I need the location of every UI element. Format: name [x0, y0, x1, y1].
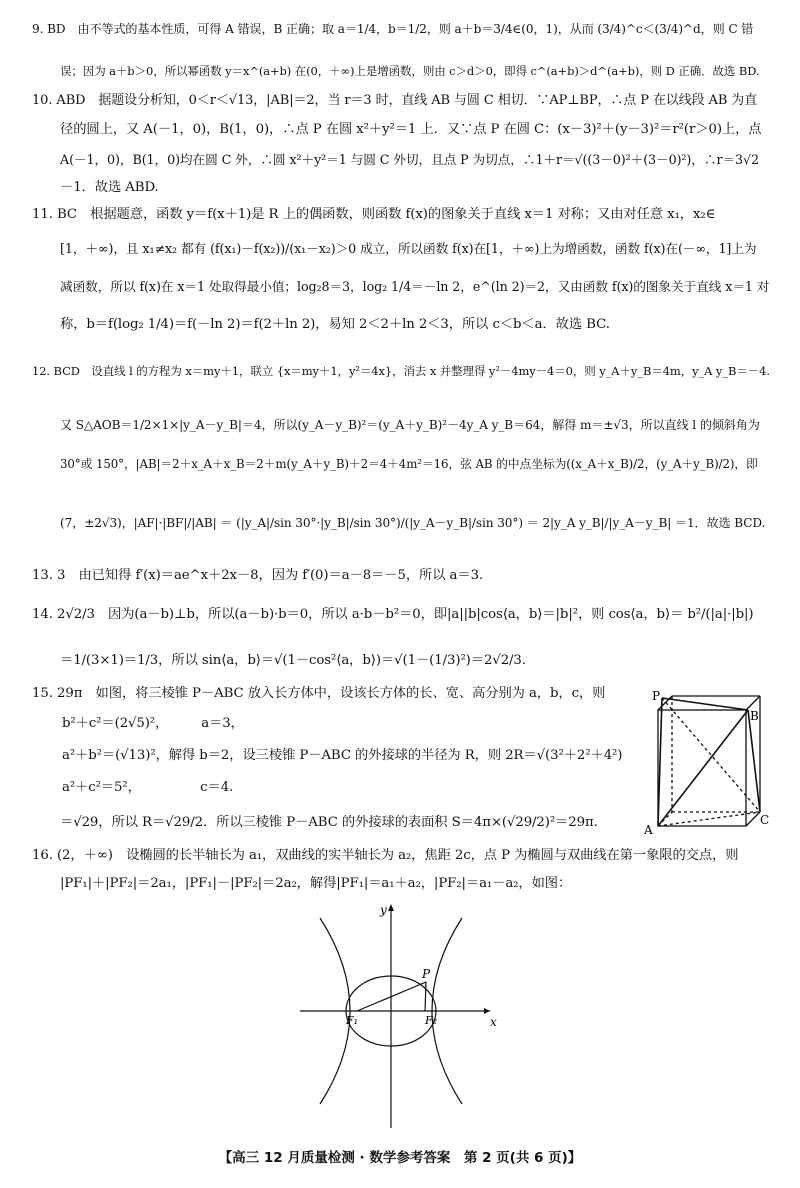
- point-b-label: B: [750, 709, 759, 723]
- text-line-p15d: a²＋c²＝5²， c＝4.: [62, 780, 234, 795]
- page-footer: 【高三 12 月质量检测 · 数学参考答案 第 2 页(共 6 页)】: [218, 1150, 582, 1166]
- text-line-p11b: [1，＋∞)，且 x₁≠x₂ 都有 (f(x₁)－f(x₂))/(x₁－x₂)＞0 成立，所以函数 f(x)在[1，＋∞)上为增函数，函数 f(x)在(－∞，1]上为: [60, 241, 757, 256]
- box-figure: [640, 688, 770, 838]
- point-a-label: A: [644, 823, 653, 837]
- text-line-p11d: 称，b＝f(log₂ 1/4)＝f(－ln 2)＝f(2＋ln 2)，易知 2＜2＋ln 2＜3，所以 c＜b＜a．故选 BC.: [60, 317, 610, 332]
- text-line-p9b: 误；因为 a＋b＞0，所以幂函数 y＝x^(a+b) 在(0，＋∞)上是增函数，则由 c＞d＞0，即得 c^(a+b)＞d^(a+b)，则 D 正确．故选 BD.: [60, 64, 760, 78]
- segment-pf2: [425, 982, 426, 1011]
- focus-f2-label: F₂: [425, 1014, 438, 1027]
- text-line-p12a: 12. BCD 设直线 l 的方程为 x＝my＋1，联立 {x＝my＋1，y²＝4x}，消去 x 并整理得 y²－4my－4＝0，则 y_A＋y_B＝4m，y_A y_B＝－4.: [32, 364, 770, 378]
- text-line-p12b: 又 S△AOB＝1/2×1×|y_A－y_B|＝4，所以(y_A－y_B)²＝(y_A＋y_B)²－4y_A y_B＝64，解得 m＝±√3，所以直线 l 的倾斜角为: [60, 418, 760, 432]
- text-line-p15e: ＝√29，所以 R＝√29/2．所以三棱锥 P－ABC 的外接球的表面积 S＝4π×(√29/2)²＝29π.: [60, 815, 598, 830]
- text-line-p11c: 减函数，所以 f(x)在 x＝1 处取得最小值；log₂8＝3，log₂ 1/4＝－ln 2，e^(ln 2)＝2，又由函数 f(x)的图象关于直线 x＝1 对: [60, 279, 770, 294]
- text-line-p9a: 9. BD 由不等式的基本性质，可得 A 错误，B 正确；取 a＝1/4，b＝1/2，则 a＋b＝3/4∈(0，1)，从而 (3/4)^c＜(3/4)^d，则 C 错: [32, 22, 754, 36]
- text-line-p12d: (7，±2√3)，|AF|·|BF|/|AB| ＝ (|y_A|/sin 30°·|y_B|/sin 30°)/(|y_A－y_B|/sin 30°) ＝ 2|y_A y_B|/|y_A－y_B| ＝1．故选 BCD.: [60, 516, 766, 530]
- text-line-p10b: 径的圆上，又 A(－1，0)，B(1，0)，∴点 P 在圆 x²＋y²＝1 上．又∵点 P 在圆 C：(x－3)²＋(y－3)²＝r²(r＞0)上，点: [60, 122, 762, 137]
- text-line-p15b: b²＋c²＝(2√5)²， a＝3，: [62, 716, 244, 731]
- edge-bc: [748, 710, 760, 812]
- y-axis-label: y: [380, 903, 387, 917]
- text-line-p10a: 10. ABD 据题设分析知，0＜r＜√13，|AB|＝2，当 r＝3 时，直线 AB 与圆 C 相切．∵AP⊥BP，∴点 P 在以线段 AB 为直: [32, 93, 758, 108]
- text-line-p16a: 16. (2，＋∞) 设椭圆的长半轴长为 a₁，双曲线的实半轴长为 a₂，焦距 2c，点 P 为椭圆与双曲线在第一象限的交点，则: [32, 848, 739, 863]
- conic-figure: [300, 900, 520, 1128]
- text-line-p14a: 14. 2√2/3 因为(a－b)⊥b，所以(a－b)·b＝0，所以 a·b－b²＝0，即|a||b|cos⟨a，b⟩＝|b|²，则 cos⟨a，b⟩＝ b²/(|a|·|b|): [32, 607, 754, 622]
- edge-pc: [662, 698, 760, 812]
- text-line-p15c: a²＋b²＝(√13)²，解得 b＝2，设三棱锥 P－ABC 的外接球的半径为 R，则 2R＝√(3²＋2²＋4²): [62, 748, 623, 763]
- text-line-p16b: |PF₁|＋|PF₂|＝2a₁，|PF₁|－|PF₂|＝2a₂，解得|PF₁|＝a₁＋a₂，|PF₂|＝a₁－a₂，如图：: [60, 876, 572, 891]
- edge-pb: [662, 698, 748, 710]
- edge-ac: [658, 812, 760, 826]
- text-line-p10d: －1．故选 ABD.: [60, 180, 159, 195]
- text-line-p10c: A(－1，0)，B(1，0)均在圆 C 外，∴圆 x²＋y²＝1 与圆 C 外切，且点 P 为切点，∴1＋r＝√((3－0)²＋(3－0)²)，∴r＝3√2: [60, 152, 759, 167]
- point-p-label: P: [422, 967, 431, 981]
- text-line-p13: 13. 3 由已知得 f′(x)＝ae^x＋2x－8，因为 f′(0)＝a－8＝－5，所以 a＝3.: [32, 568, 484, 583]
- text-line-p11a: 11. BC 根据题意，函数 y＝f(x＋1)是 R 上的偶函数，则函数 f(x)的图象关于直线 x＝1 对称；又由对任意 x₁，x₂∈: [32, 207, 716, 222]
- text-line-p15a: 15. 29π 如图，将三棱锥 P－ABC 放入长方体中，设该长方体的长、宽、高分别为 a，b，c，则: [32, 686, 606, 701]
- x-axis-label: x: [490, 1015, 497, 1029]
- focus-f1-label: F₁: [346, 1014, 359, 1027]
- point-c-label: C: [760, 813, 770, 827]
- text-line-p12c: 30°或 150°，|AB|＝2＋x_A＋x_B＝2＋m(y_A＋y_B)＋2＝4＋4m²＝16，弦 AB 的中点坐标为((x_A＋x_B)/2，(y_A＋y_B)/2)，即: [60, 457, 758, 471]
- text-line-p14b: ＝1/(3×1)＝1/3，所以 sin⟨a，b⟩＝√(1－cos²⟨a，b⟩)＝√(1－(1/3)²)＝2√2/3.: [60, 653, 526, 668]
- point-p-label: P: [652, 689, 661, 703]
